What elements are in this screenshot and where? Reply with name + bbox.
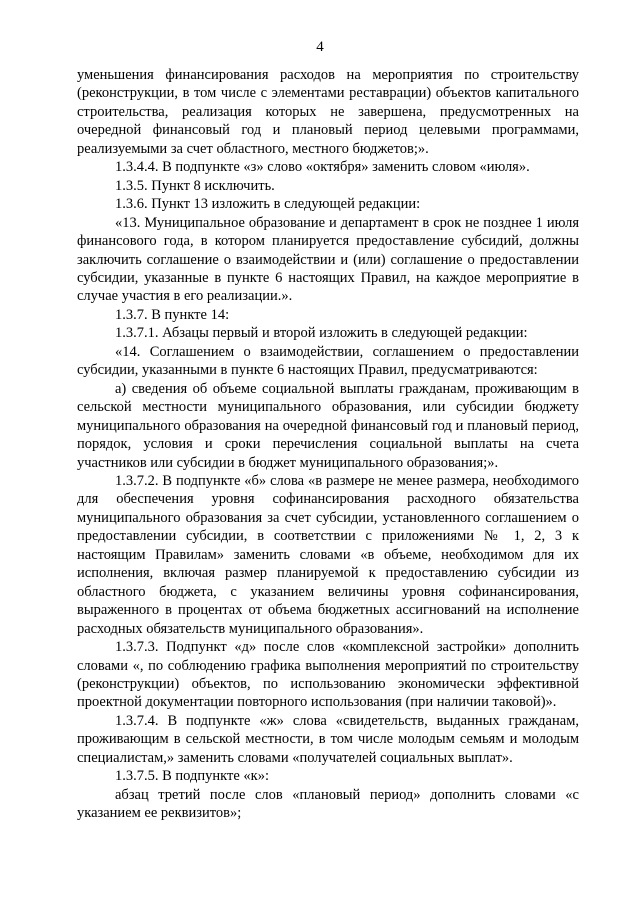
paragraph: 1.3.7.2. В подпункте «б» слова «в размере не менее размера, необходимого для обеспечения уровня софинансирования расходного обязательства муниципального образования за счет субсидии, установленного соглашением о предоставлении субсидии, в соответствии с приложениями № 1, 2, 3 к настоящим Правилам» заменить словами «в объеме, необходимом для их исполнения, включая размер планируемой к предоставлению субсидии из областного бюджета, с указанием величины уровня софинансирования, выраженного в процентах от объема бюджетных ассигнований на исполнение расходных обязательств муниципального образования». xyxy=(77,472,579,637)
paragraph: «14. Соглашением о взаимодействии, соглашением о предоставлении субсидии, указанными в пункте 6 настоящих Правил, предусматриваются: xyxy=(77,343,579,379)
paragraph: 1.3.7.5. В подпункте «к»: xyxy=(115,768,269,785)
page-number: 4 xyxy=(316,39,324,55)
document-body xyxy=(77,66,579,823)
paragraph: уменьшения финансирования расходов на мероприятия по строительству (реконструкции, в том числе с элементами реставрации) объектов капитального строительства, реализация которых не завершена, предусмотренных на очередной финансовый год и плановый период целевыми программами, реализуемыми за счет областного, местного бюджетов;». xyxy=(77,67,579,157)
paragraph: 1.3.7. В пункте 14: xyxy=(115,306,230,323)
paragraph: «13. Муниципальное образование и департамент в срок не позднее 1 июля финансового года, в котором планируется предоставление субсидий, должны заключить соглашение о взаимодействии и (или) соглашение о предоставлении субсидии, указанные в пункте 6 настоящих Правил, на каждое мероприятие в случае участия в его реализации.». xyxy=(77,214,579,305)
paragraph: 1.3.7.1. Абзацы первый и второй изложить в следующей редакции: xyxy=(115,325,528,342)
paragraph: 1.3.5. Пункт 8 исключить. xyxy=(115,177,275,194)
paragraph: а) сведения об объеме социальной выплаты гражданам, проживающим в сельской местности муниципального образования, или субсидии бюджету муниципального образования на очередной финансовый год и плановый период, порядок, условия и сроки перечисления социальной выплаты на счета участников или субсидии в бюджет муниципального образования;». xyxy=(77,380,579,471)
paragraph: 1.3.7.4. В подпункте «ж» слова «свидетельств, выданных гражданам, проживающим в сельской местности, в том числе молодым семьям и молодым специалистам,» заменить словами «получателей социальных выплат». xyxy=(77,712,579,766)
paragraph: 1.3.4.4. В подпункте «з» слово «октября» заменить словом «июля». xyxy=(115,159,530,176)
paragraph: 1.3.6. Пункт 13 изложить в следующей редакции: xyxy=(115,196,421,213)
paragraph: 1.3.7.3. Подпункт «д» после слов «комплексной застройки» дополнить словами «, по соблюдению графика выполнения мероприятий по строительству (реконструкции) объектов, по использованию экономически эффективной проектной документации повторного использования (при наличии таковой)». xyxy=(77,639,579,711)
paragraph: абзац третий после слов «плановый период» дополнить словами «с указанием ее реквизитов»; xyxy=(77,786,579,822)
